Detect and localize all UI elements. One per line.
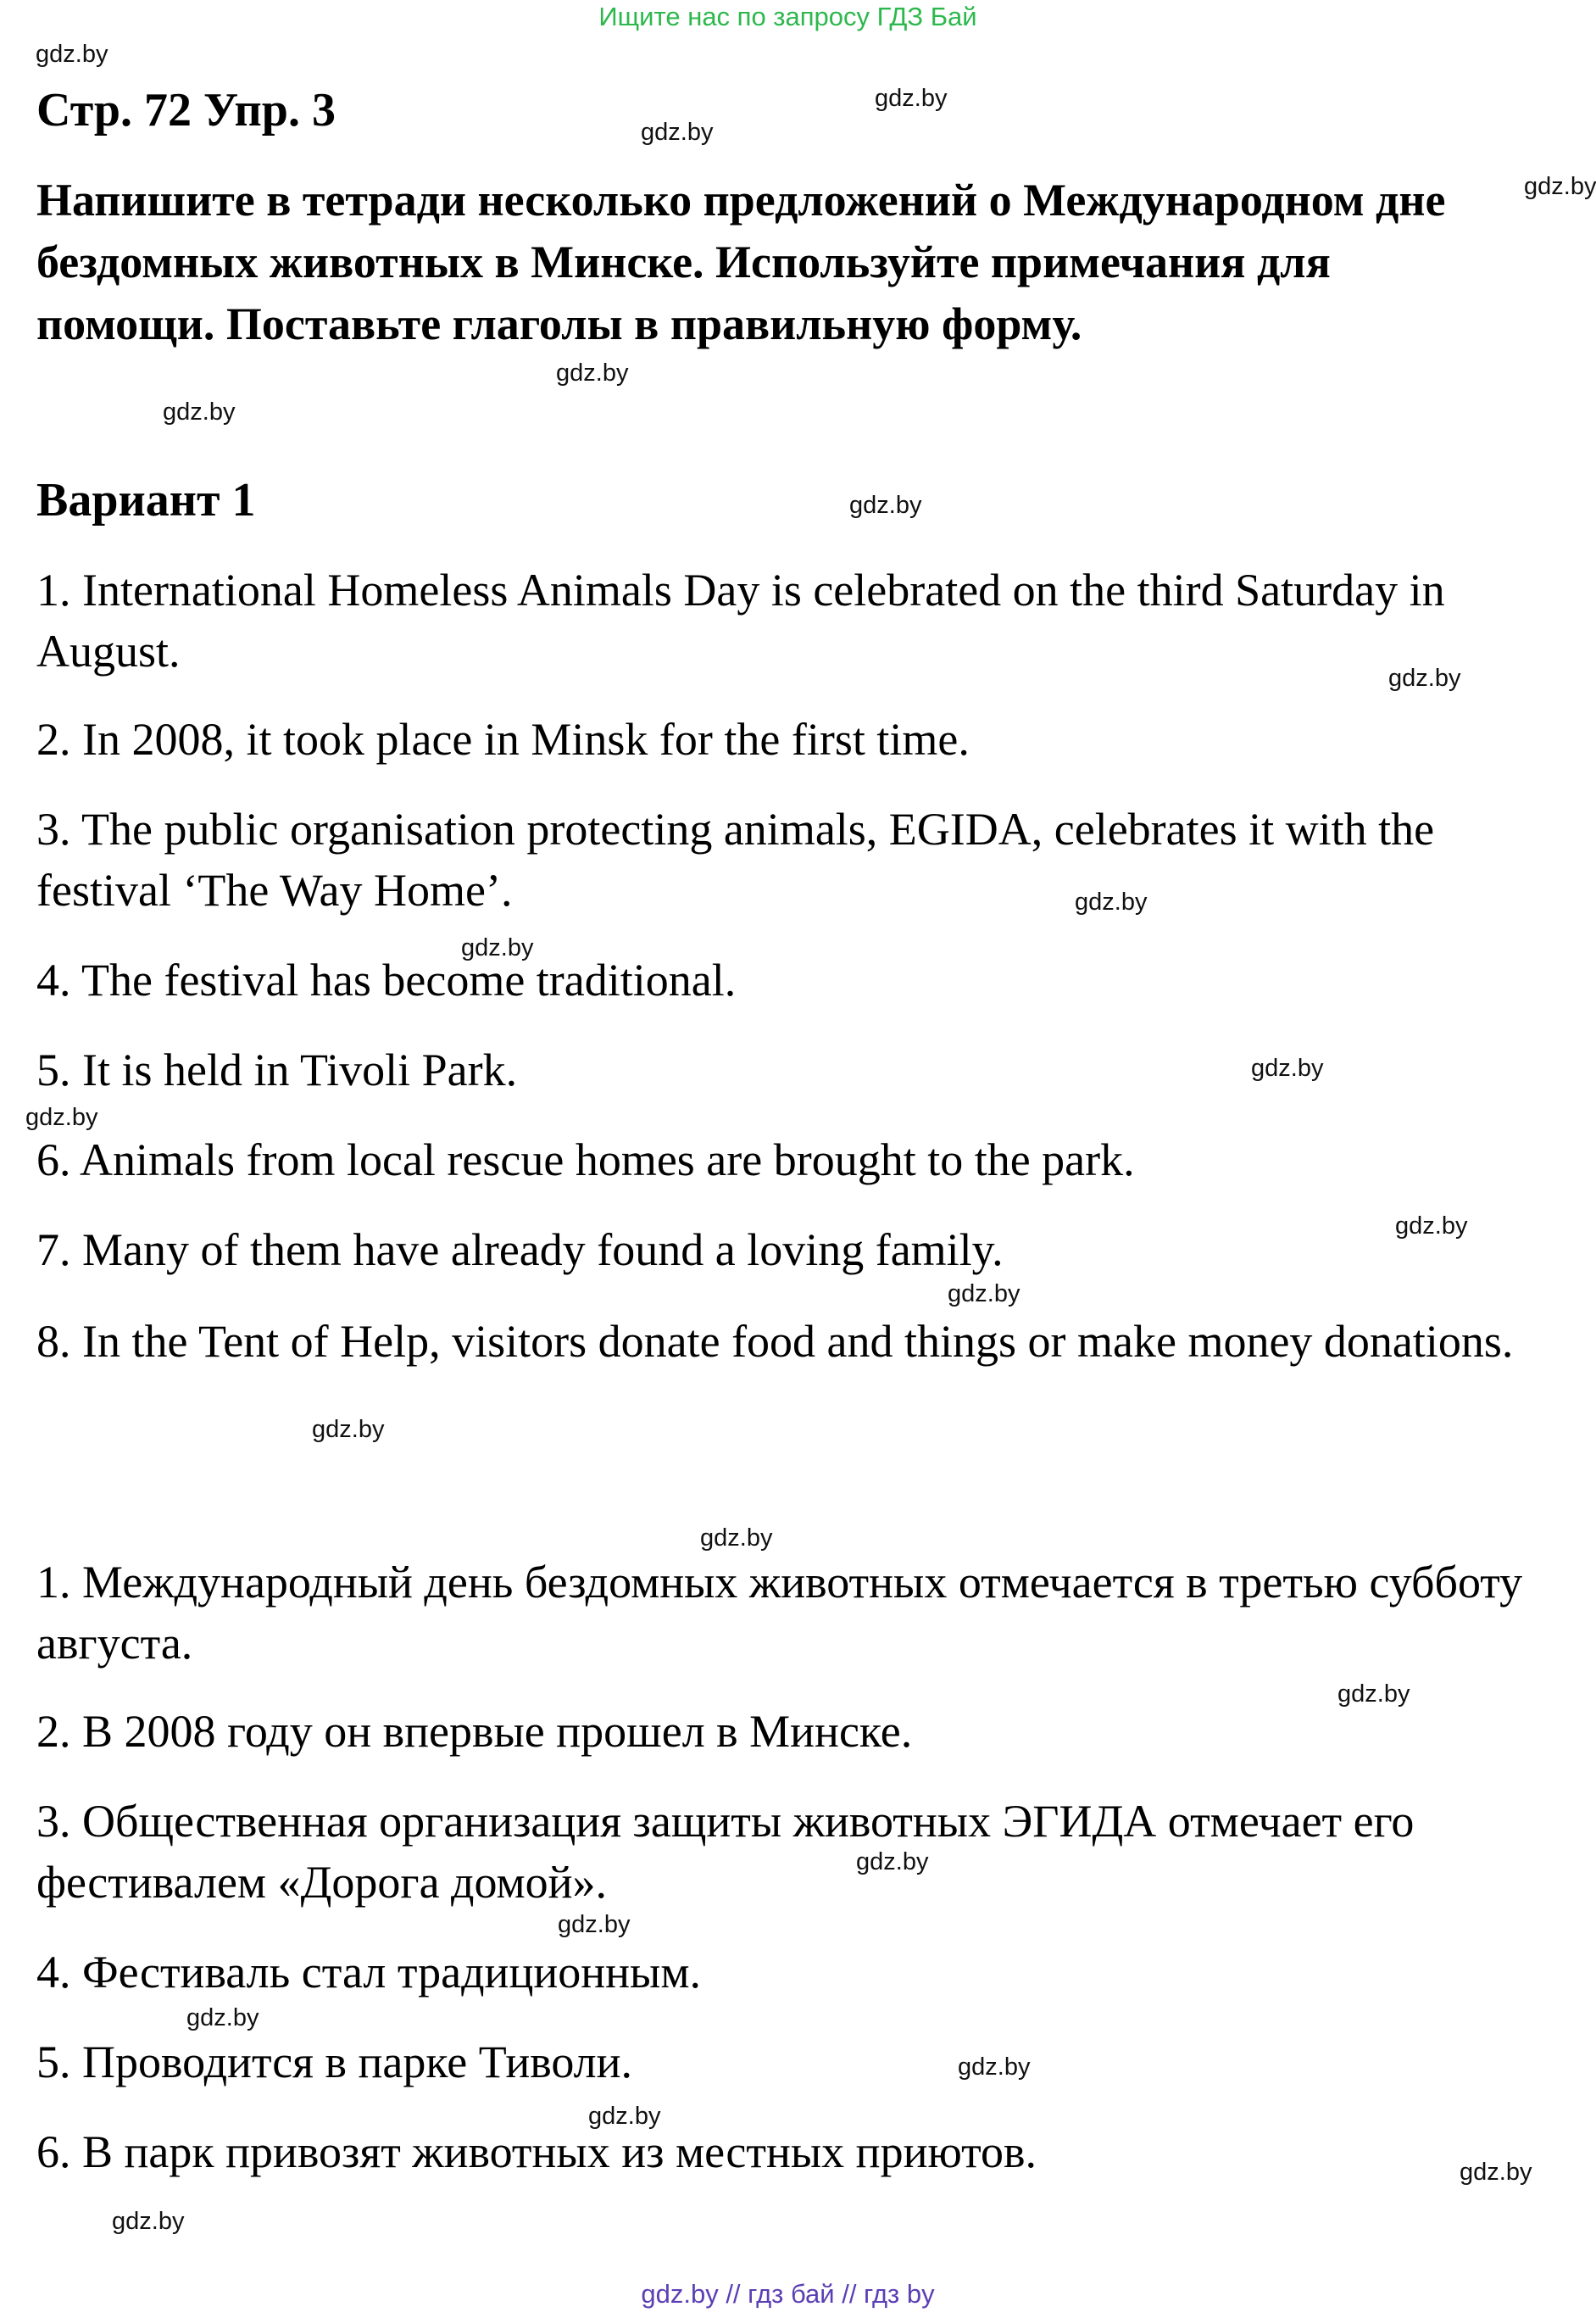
watermark: gdz.by xyxy=(1388,665,1461,692)
watermark: gdz.by xyxy=(1460,2159,1532,2186)
english-sentence-6: 6. Animals from local rescue homes are brought to the park. xyxy=(36,1134,1135,1185)
english-sentence-5: 5. It is held in Tivoli Park. xyxy=(36,1045,518,1095)
watermark: gdz.by xyxy=(875,85,948,112)
watermark: gdz.by xyxy=(1395,1212,1468,1240)
watermark: gdz.by xyxy=(556,359,629,387)
watermark: gdz.by xyxy=(1075,889,1148,916)
russian-sentence-1: 1. Международный день бездомных животных отмечается в третью субботу августа. xyxy=(36,1557,1523,1669)
english-sentence-4: 4. The festival has become traditional. xyxy=(36,955,737,1006)
english-sentence-7: 7. Many of them have already found a loving family. xyxy=(36,1224,1004,1275)
watermark: gdz.by xyxy=(461,934,534,961)
watermark: gdz.by xyxy=(1524,173,1596,200)
watermark: gdz.by xyxy=(25,1104,98,1131)
page-title: Стр. 72 Упр. 3 xyxy=(36,84,336,137)
russian-sentence-2: 2. В 2008 году он впервые прошел в Минске. xyxy=(36,1706,913,1757)
watermark: gdz.by xyxy=(186,2004,259,2031)
variant-heading: Вариант 1 xyxy=(36,474,256,527)
watermark: gdz.by xyxy=(958,2053,1031,2081)
russian-sentence-5: 5. Проводится в парке Тиволи. xyxy=(36,2037,633,2087)
watermark: gdz.by xyxy=(558,1911,631,1938)
watermark: gdz.by xyxy=(849,492,922,519)
english-sentence-1: 1. International Homeless Animals Day is celebrated on the third Saturday in August. xyxy=(36,565,1445,677)
footer-links[interactable]: gdz.by // гдз бай // гдз by xyxy=(641,2279,935,2309)
watermark: gdz.by xyxy=(700,1524,773,1552)
watermark: gdz.by xyxy=(588,2103,661,2130)
watermark: gdz.by xyxy=(163,398,236,426)
watermark: gdz.by xyxy=(36,41,108,68)
watermark: gdz.by xyxy=(112,2208,185,2235)
watermark: gdz.by xyxy=(312,1416,385,1443)
watermark: gdz.by xyxy=(856,1848,929,1875)
watermark: gdz.by xyxy=(641,119,714,146)
english-sentence-8: 8. In the Tent of Help, visitors donate food and things or make money donations. xyxy=(36,1316,1514,1367)
russian-sentence-4: 4. Фестиваль стал традиционным. xyxy=(36,1947,702,1998)
search-banner[interactable]: Ищите нас по запросу ГДЗ Бай xyxy=(598,2,977,31)
english-sentence-3: 3. The public organisation protecting animals, EGIDA, celebrates it with the festival ‘The Way Home’. xyxy=(36,804,1435,916)
russian-sentence-6: 6. В парк привозят животных из местных приютов. xyxy=(36,2126,1037,2177)
russian-sentence-3: 3. Общественная организация защиты животных ЭГИДА отмечает его фестивалем «Дорога домой». xyxy=(36,1796,1415,1908)
watermark: gdz.by xyxy=(1251,1055,1324,1082)
watermark: gdz.by xyxy=(948,1280,1020,1307)
watermark: gdz.by xyxy=(1337,1680,1410,1708)
english-sentence-2: 2. In 2008, it took place in Minsk for the first time. xyxy=(36,714,970,765)
task-instruction: Напишите в тетради несколько предложений о Международном дне бездомных животных в Минске. Используйте примечания для помощи. Поставьте глаголы в правильную форму. xyxy=(36,175,1446,349)
